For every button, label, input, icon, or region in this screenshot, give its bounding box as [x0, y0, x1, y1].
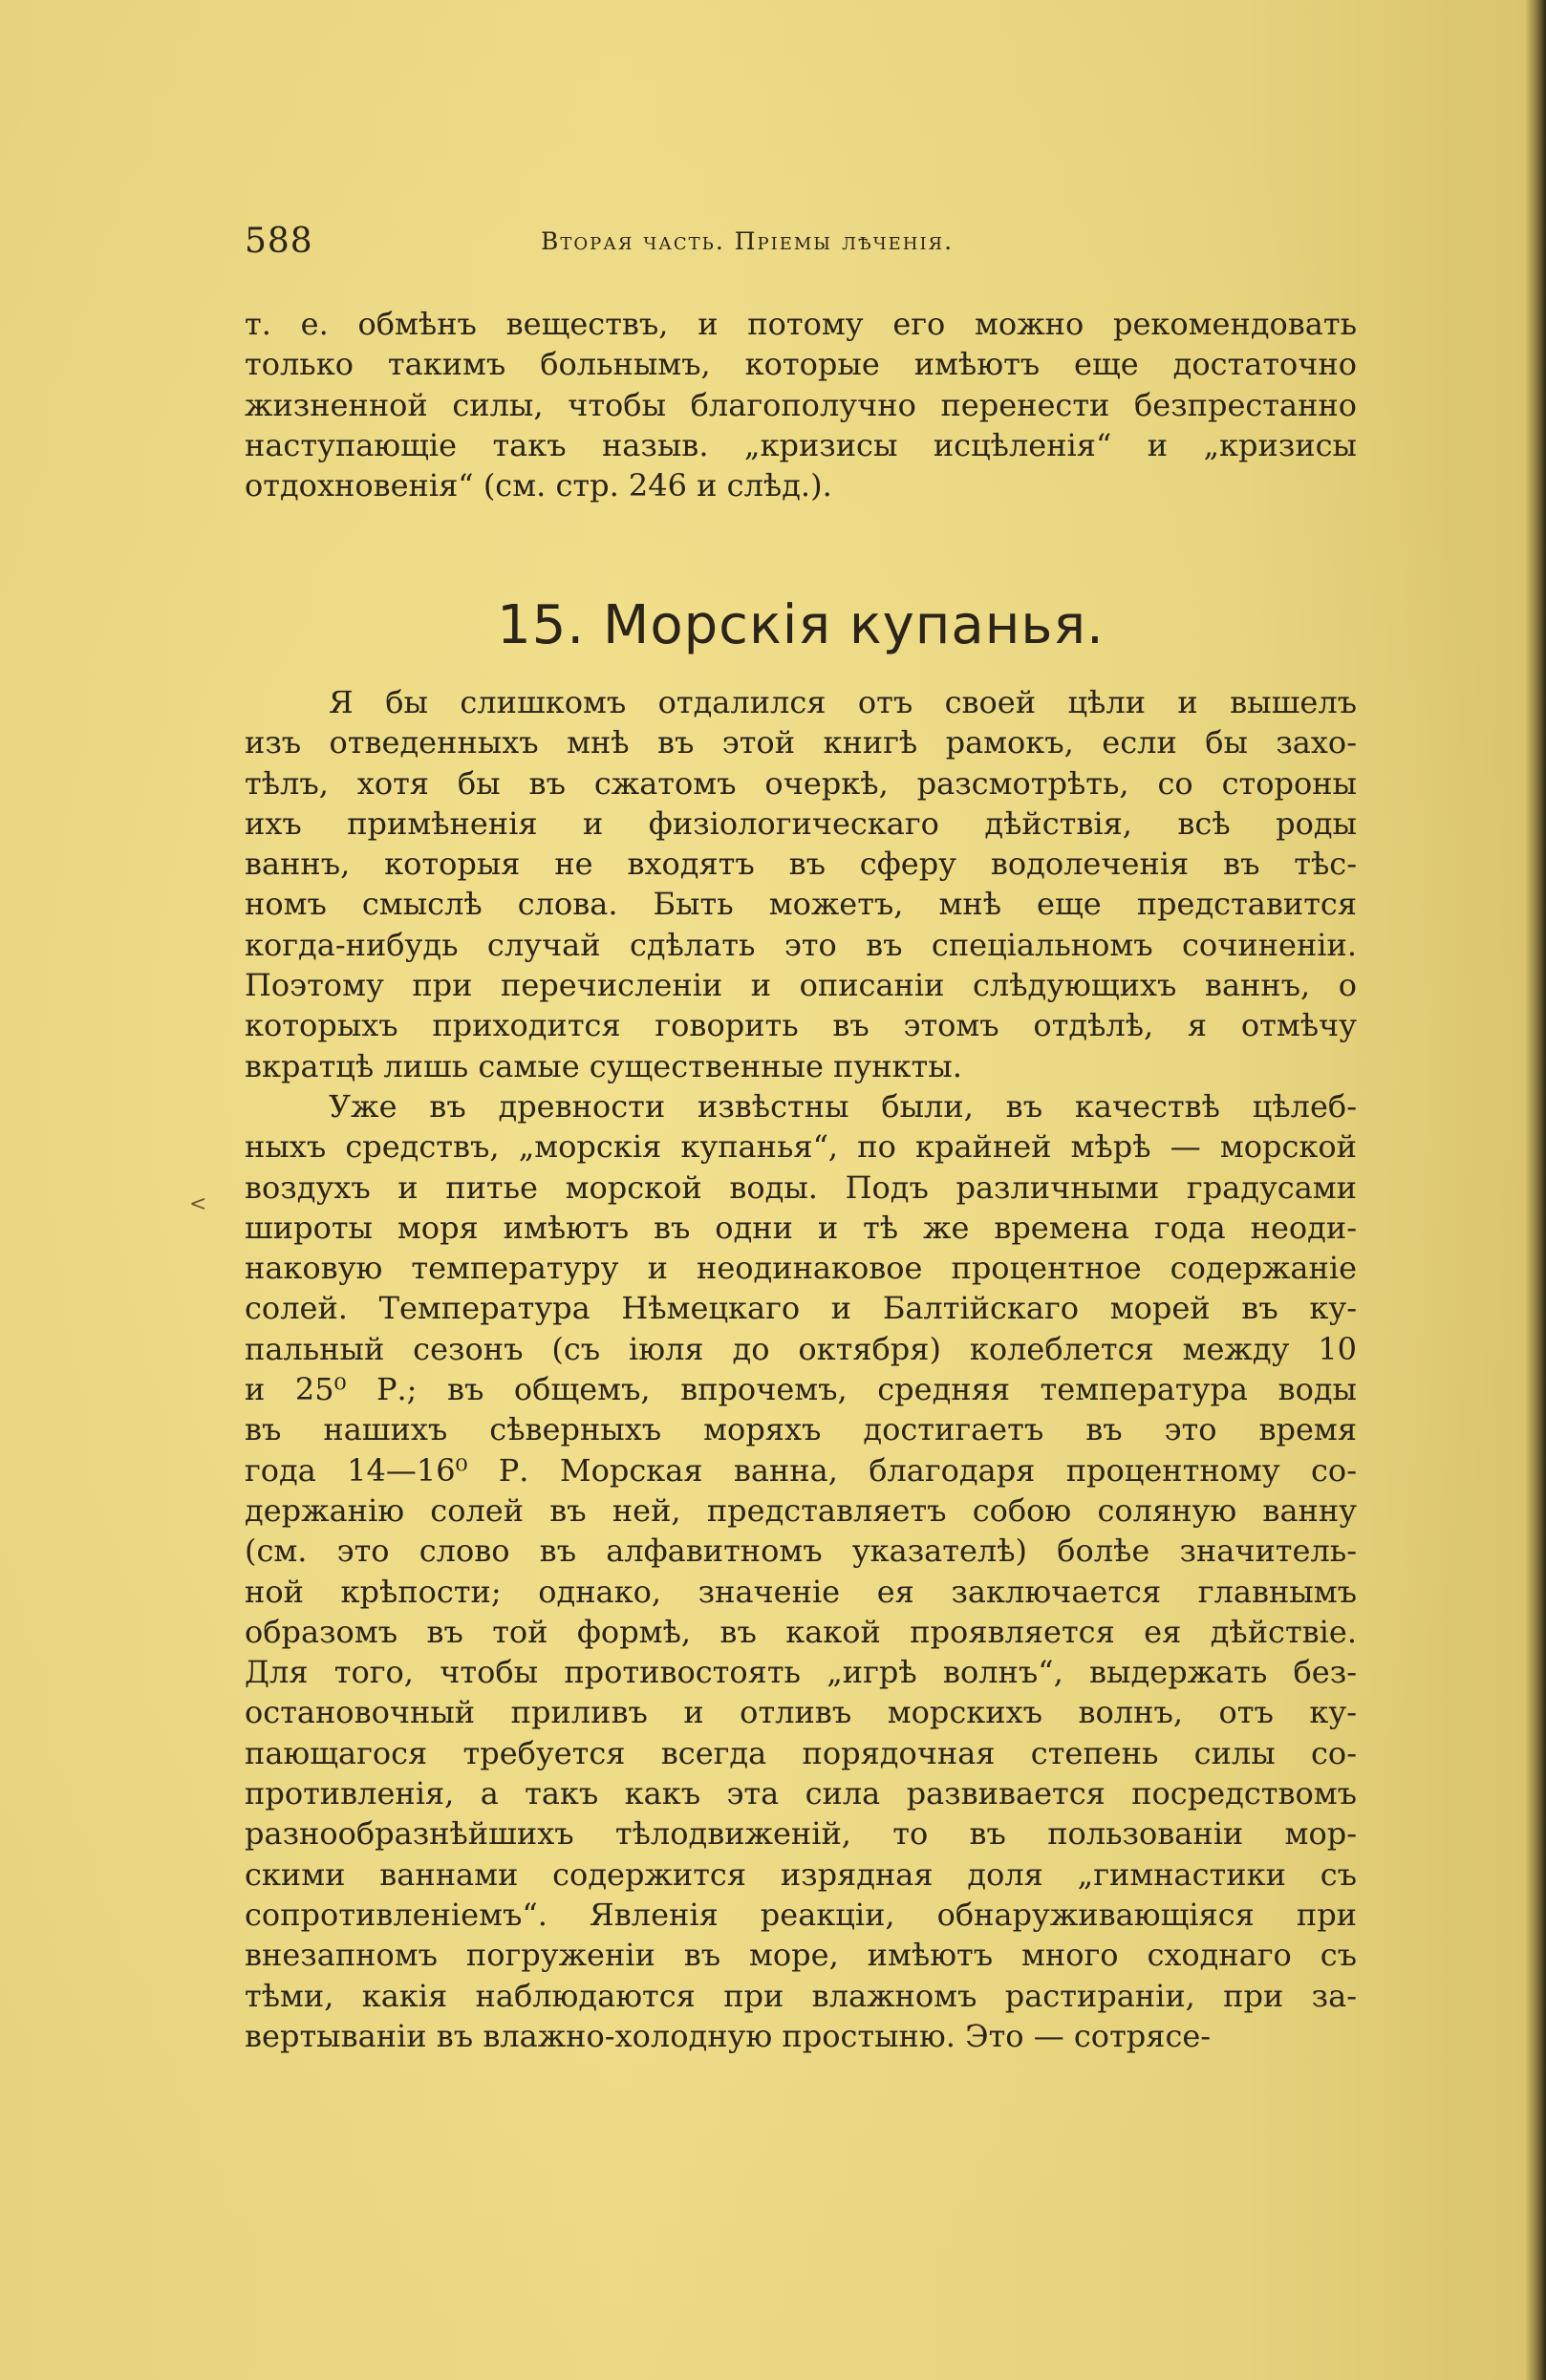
- text-line: ныхъ средствъ, „морскія купанья“, по крайней мѣрѣ — морской: [245, 1128, 1357, 1166]
- text-line: вертываніи въ влажно-холодную простыню. Это — сотрясе-: [245, 2017, 1212, 2054]
- text-line: Уже въ древности извѣстны были, въ качествѣ цѣлеб-: [329, 1087, 1357, 1125]
- text-line: образомъ въ той формѣ, въ какой проявляется ея дѣйствіе.: [245, 1613, 1357, 1650]
- intro-paragraph: [245, 304, 1357, 505]
- text-line: наступающіе такъ назыв. „кризисы исцѣленія“ и „кризисы: [245, 426, 1357, 463]
- text-line: сопротивленіемъ“. Явленія реакціи, обнаруживающіяся при: [245, 1896, 1357, 1933]
- running-title: Вторая часть. Пріемы лѣченія.: [541, 227, 955, 255]
- text-line: Поэтому при перечисленіи и описаніи слѣдующихъ ваннъ, о: [245, 967, 1357, 1004]
- text-line: скими ваннами содержится изрядная доля „гимнастики съ: [245, 1855, 1357, 1893]
- text-line: остановочный приливъ и отливъ морскихъ волнъ, отъ ку-: [245, 1694, 1357, 1731]
- text-line: разнообразнѣйшихъ тѣлодвиженій, то въ пользованіи мор-: [245, 1815, 1357, 1853]
- section-body: [245, 682, 1357, 2056]
- text-line: ной крѣпости; однако, значеніе ея заключается главнымъ: [245, 1573, 1357, 1610]
- text-line: ихъ примѣненія и физіологическаго дѣйствія, всѣ роды: [245, 804, 1357, 842]
- text-line: солей. Температура Нѣмецкаго и Балтійскаго морей въ ку-: [245, 1290, 1357, 1327]
- text-line: которыхъ приходится говорить въ этомъ отдѣлѣ, я отмѣчу: [245, 1007, 1357, 1044]
- text-line: только такимъ больнымъ, которые имѣютъ еще достаточно: [245, 346, 1357, 383]
- page-edge-shadow: [1525, 0, 1546, 2380]
- text-line: Я бы слишкомъ отдалился отъ своей цѣли и вышелъ: [329, 684, 1357, 720]
- text-line: ваннъ, которыя не входятъ въ сферу водолеченія въ тѣс-: [245, 846, 1357, 883]
- text-line: тѣми, какія наблюдаются при влажномъ растираніи, при за-: [245, 1977, 1357, 2014]
- text-line: изъ отведенныхъ мнѣ въ этой книгѣ рамокъ, если бы захо-: [245, 724, 1357, 761]
- text-line: широты моря имѣютъ въ одни и тѣ же времена года неоди-: [245, 1209, 1357, 1246]
- running-head: [245, 222, 1357, 260]
- margin-mark: <: [189, 1192, 207, 1216]
- text-line: пающагося требуется всегда порядочная степень силы со-: [245, 1734, 1357, 1771]
- text-line: вкратцѣ лишь самые существенные пункты.: [245, 1047, 962, 1084]
- text-line: года 14—16⁰ Р. Морская ванна, благодаря процентному со-: [245, 1451, 1357, 1489]
- section-heading: 15. Морскія купанья.: [497, 594, 1105, 656]
- text-line: наковую температуру и неодинаковое процентное содержаніе: [245, 1250, 1357, 1287]
- text-line: (см. это слово въ алфавитномъ указателѣ) болѣе значитель-: [245, 1533, 1357, 1570]
- text-line: въ нашихъ сѣверныхъ моряхъ достигаетъ въ это время: [245, 1411, 1357, 1448]
- text-line: тѣлъ, хотя бы въ сжатомъ очеркѣ, разсмотрѣть, со стороны: [245, 764, 1357, 802]
- text-line: Для того, чтобы противостоять „игрѣ волнъ“, выдержать без-: [245, 1654, 1357, 1691]
- text-line: когда-нибудь случай сдѣлать это въ спеціальномъ сочиненіи.: [245, 926, 1357, 963]
- text-line: жизненной силы, чтобы благополучно перенести безпрестанно: [245, 386, 1357, 423]
- text-line: держанію солей въ ней, представляетъ собою соляную ванну: [245, 1491, 1357, 1529]
- text-line: номъ смыслѣ слова. Быть можетъ, мнѣ еще представится: [245, 886, 1357, 923]
- text-line: пальный сезонъ (съ іюля до октября) колеблется между 10: [245, 1330, 1357, 1367]
- text-line: отдохновенія“ (см. стр. 246 и слѣд.).: [245, 467, 832, 504]
- text-line: т. е. обмѣнъ веществъ, и потому его можно рекомендовать: [245, 306, 1357, 342]
- text-line: внезапномъ погруженіи въ море, имѣютъ много сходнаго съ: [245, 1937, 1357, 1974]
- text-line: и 25⁰ Р.; въ общемъ, впрочемъ, средняя температура воды: [245, 1371, 1357, 1408]
- page-number: 588: [245, 222, 313, 261]
- text-line: воздухъ и питье морской воды. Подъ различными градусами: [245, 1169, 1357, 1206]
- text-line: противленія, а такъ какъ эта сила развивается посредствомъ: [245, 1775, 1357, 1812]
